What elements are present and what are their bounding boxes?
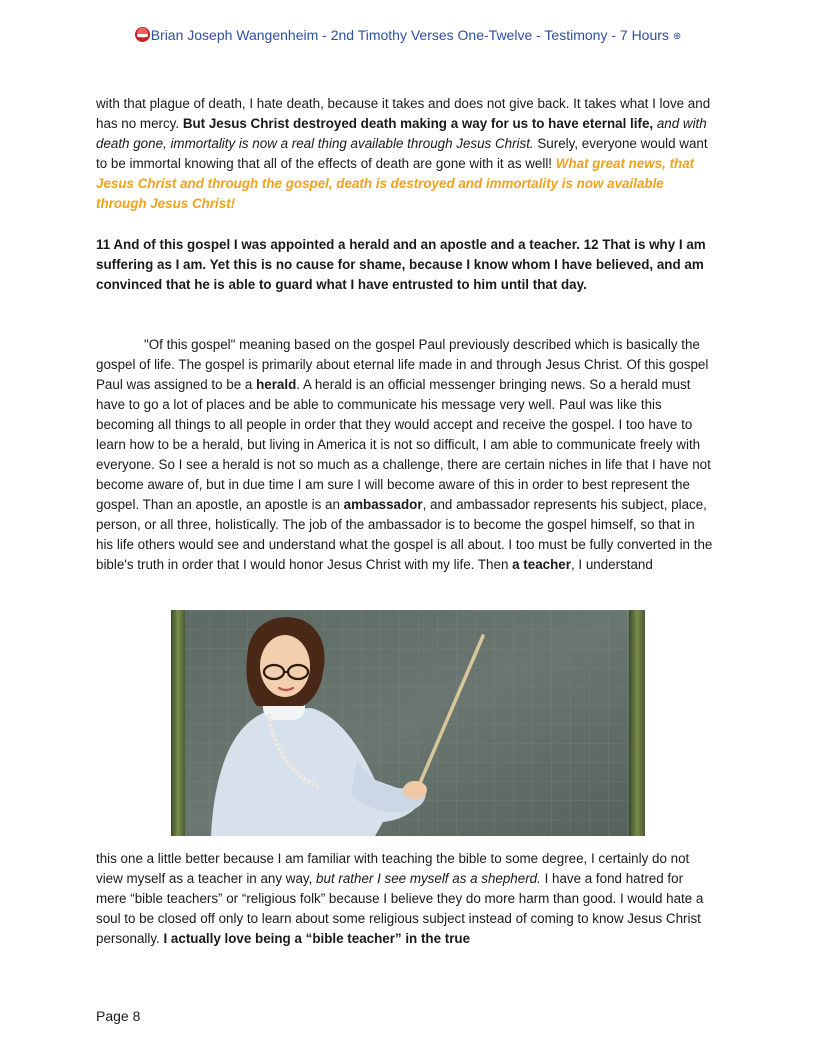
bold-run: a teacher: [512, 557, 571, 572]
text-run: , I understand: [570, 557, 653, 572]
bold-run: But Jesus Christ destroyed death making a way for us to have eternal life,: [182, 116, 654, 131]
verse-text: 11 And of this gospel I was appointed a herald and an apostle and a teacher. 12 That is why I am suffering as I am. Yet this is no cause for shame, because I know whom I have believed, and am convinced that he is able to guard what I have entrusted to him until that day.: [96, 237, 706, 292]
bold-run: ambassador: [343, 497, 423, 512]
text-run: , and ambassador represents his subject, place, person, or all three, holistically. The job of the ambassador is to become the gospel himself, so that in his life others would see and understand what the gospel is all about. I too must be fully converted in the bible's truth in order that I would honor Jesus Christ with my life. Then: [96, 497, 713, 572]
page-header: [0, 26, 816, 46]
page-number: Page 8: [96, 1008, 141, 1024]
text-run: "Of this gospel" meaning based on the gospel Paul previously described which is basically the gospel of life. The gospel is primarily about eternal life made in and through Jesus Christ. Of this gospel Paul was assigned to be a: [96, 337, 709, 392]
teacher-photo: [171, 610, 645, 836]
logo-icon: [135, 27, 150, 42]
text-run: Surely, everyone would want to be immortal knowing that all of the effects of death are gone with it as well!: [96, 136, 708, 171]
paragraph-3: [96, 335, 714, 575]
paragraph-teacher: [96, 849, 714, 949]
text-run: with that plague of death, I hate death, because it takes and does not give back. It takes what I love and has no mercy.: [96, 96, 711, 131]
bold-run: I actually love being a “bible teacher” in the true: [163, 931, 471, 946]
highlight-run: What great news, that Jesus Christ and through the gospel, death is destroyed and immortality is now available through Jesus Christ!: [96, 156, 695, 211]
text-run: . A herald is an official messenger bringing news. So a herald must have to go a lot of places and be able to communicate his message very well. Paul was like this becoming all things to all people in order that they would accept and receive the gospel. I too have to learn how to be a herald, but living in America it is not so difficult, I am able to communicate freely with everyone. So I see a herald is not so much as a challenge, there are certain niches in life that I have not become aware of, but in due time I am sure I will become aware of this in order to best represent the gospel. Than an apostle, an apostle is an: [96, 377, 711, 512]
verse-block: [96, 235, 714, 295]
header-title: Brian Joseph Wangenheim - 2nd Timothy Verses One-Twelve - Testimony - 7 Hours: [150, 27, 669, 43]
text-run: this one a little better because I am familiar with teaching the bible to some degree, I certainly do not view myself as a teacher in any way,: [96, 851, 690, 886]
italic-run: but rather I see myself as a shepherd.: [316, 871, 541, 886]
italic-run: and with death gone, immortality is now a real thing available through Jesus Christ.: [96, 116, 707, 151]
paragraph-4: [96, 849, 714, 949]
paragraph-death: [96, 94, 714, 214]
paragraph-herald: [96, 335, 714, 575]
paragraph-1: [96, 94, 714, 214]
text-run: I have a fond hatred for mere “bible teachers” or “religious folk” because I believe they do more harm than good. I would hate a soul to be closed off only to learn about some religious subject instead of coming to know Jesus Christ personally.: [96, 871, 704, 946]
bold-run: herald: [256, 377, 297, 392]
globe-icon: ⊕: [672, 31, 682, 42]
